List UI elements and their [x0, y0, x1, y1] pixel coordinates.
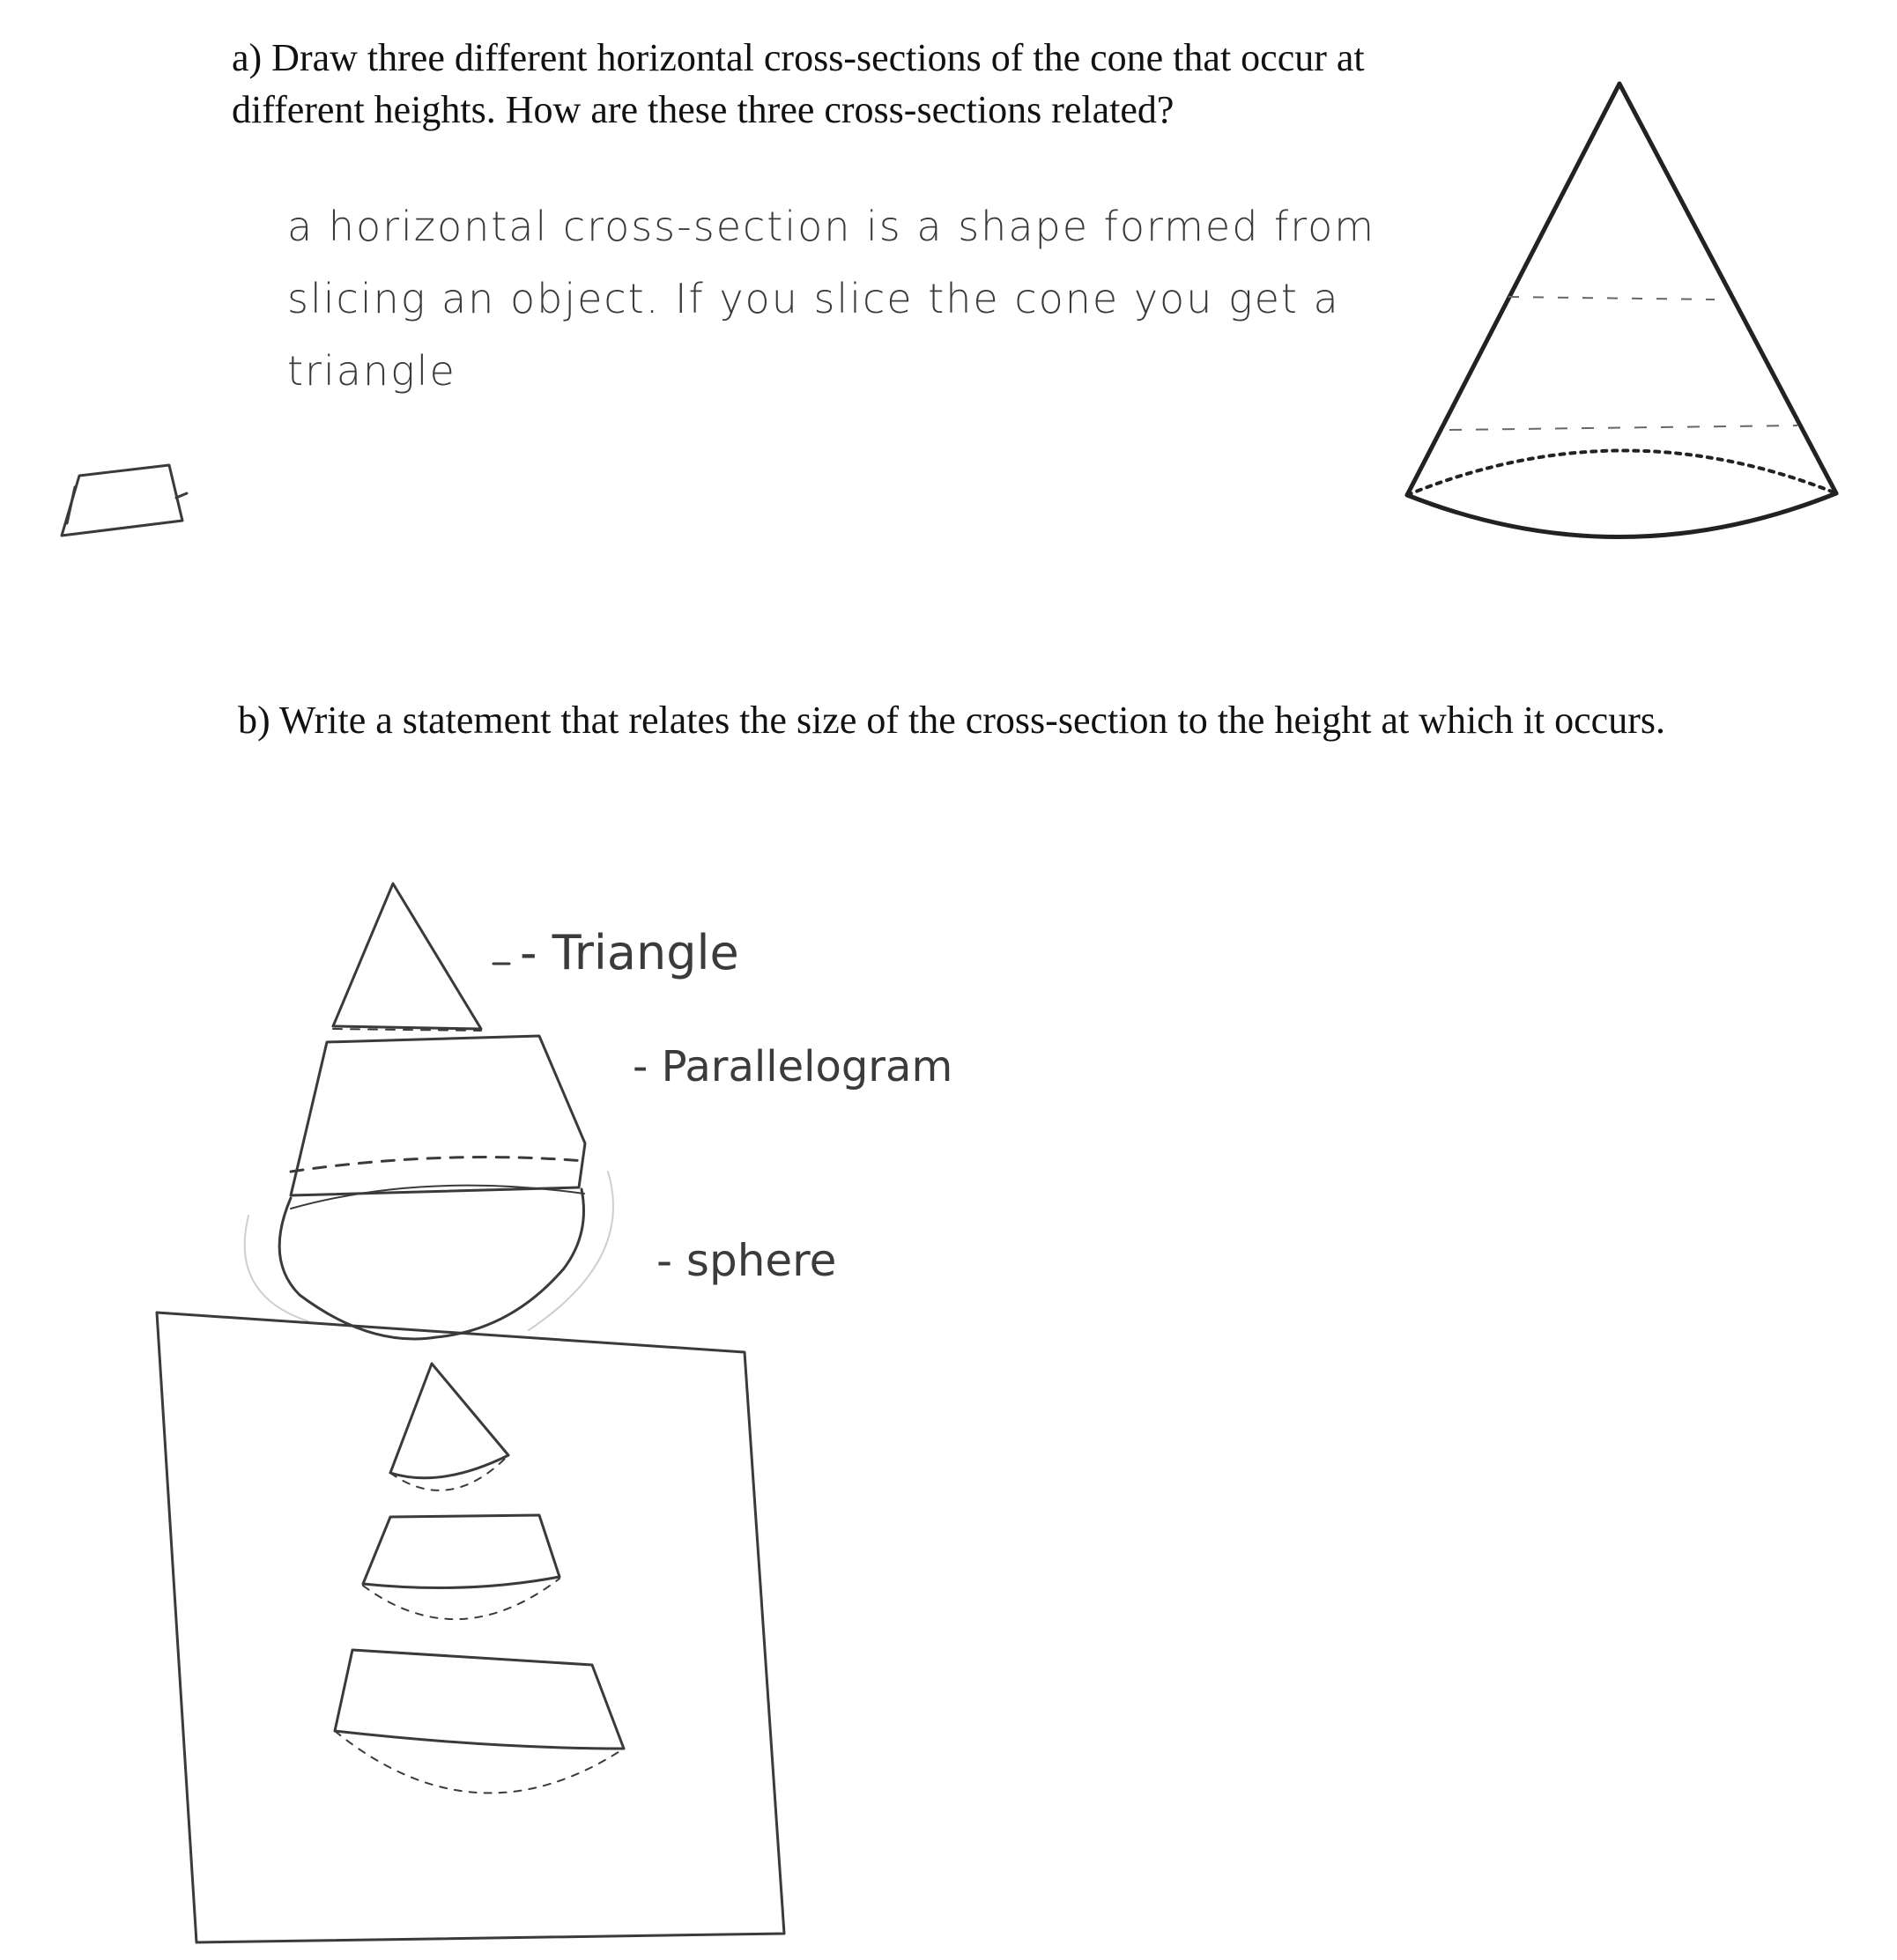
question-b-text: b) Write a statement that relates the size of the cross-section to the height at which it occurs.	[238, 699, 1665, 742]
handwritten-answer-a: a horizontal cross-section is a shape formed from slicing an object. If you slice the cone you get a triangle	[287, 203, 1376, 395]
label-sphere: - sphere	[656, 1235, 837, 1286]
stray-parallelogram-sketch	[62, 465, 187, 536]
sketch-box-outline	[157, 1313, 784, 1942]
question-a-text: a) Draw three different horizontal cross-sections of the cone that occur at different heights. How are these three cross-sections related?	[232, 36, 1365, 131]
bottom-frustum-sketch	[335, 1650, 624, 1793]
label-triangle: - Triangle	[520, 925, 739, 980]
label-parallelogram: - Parallelogram	[633, 1042, 953, 1091]
middle-frustum-sketch	[363, 1515, 559, 1619]
small-cone-sketch	[390, 1364, 508, 1490]
